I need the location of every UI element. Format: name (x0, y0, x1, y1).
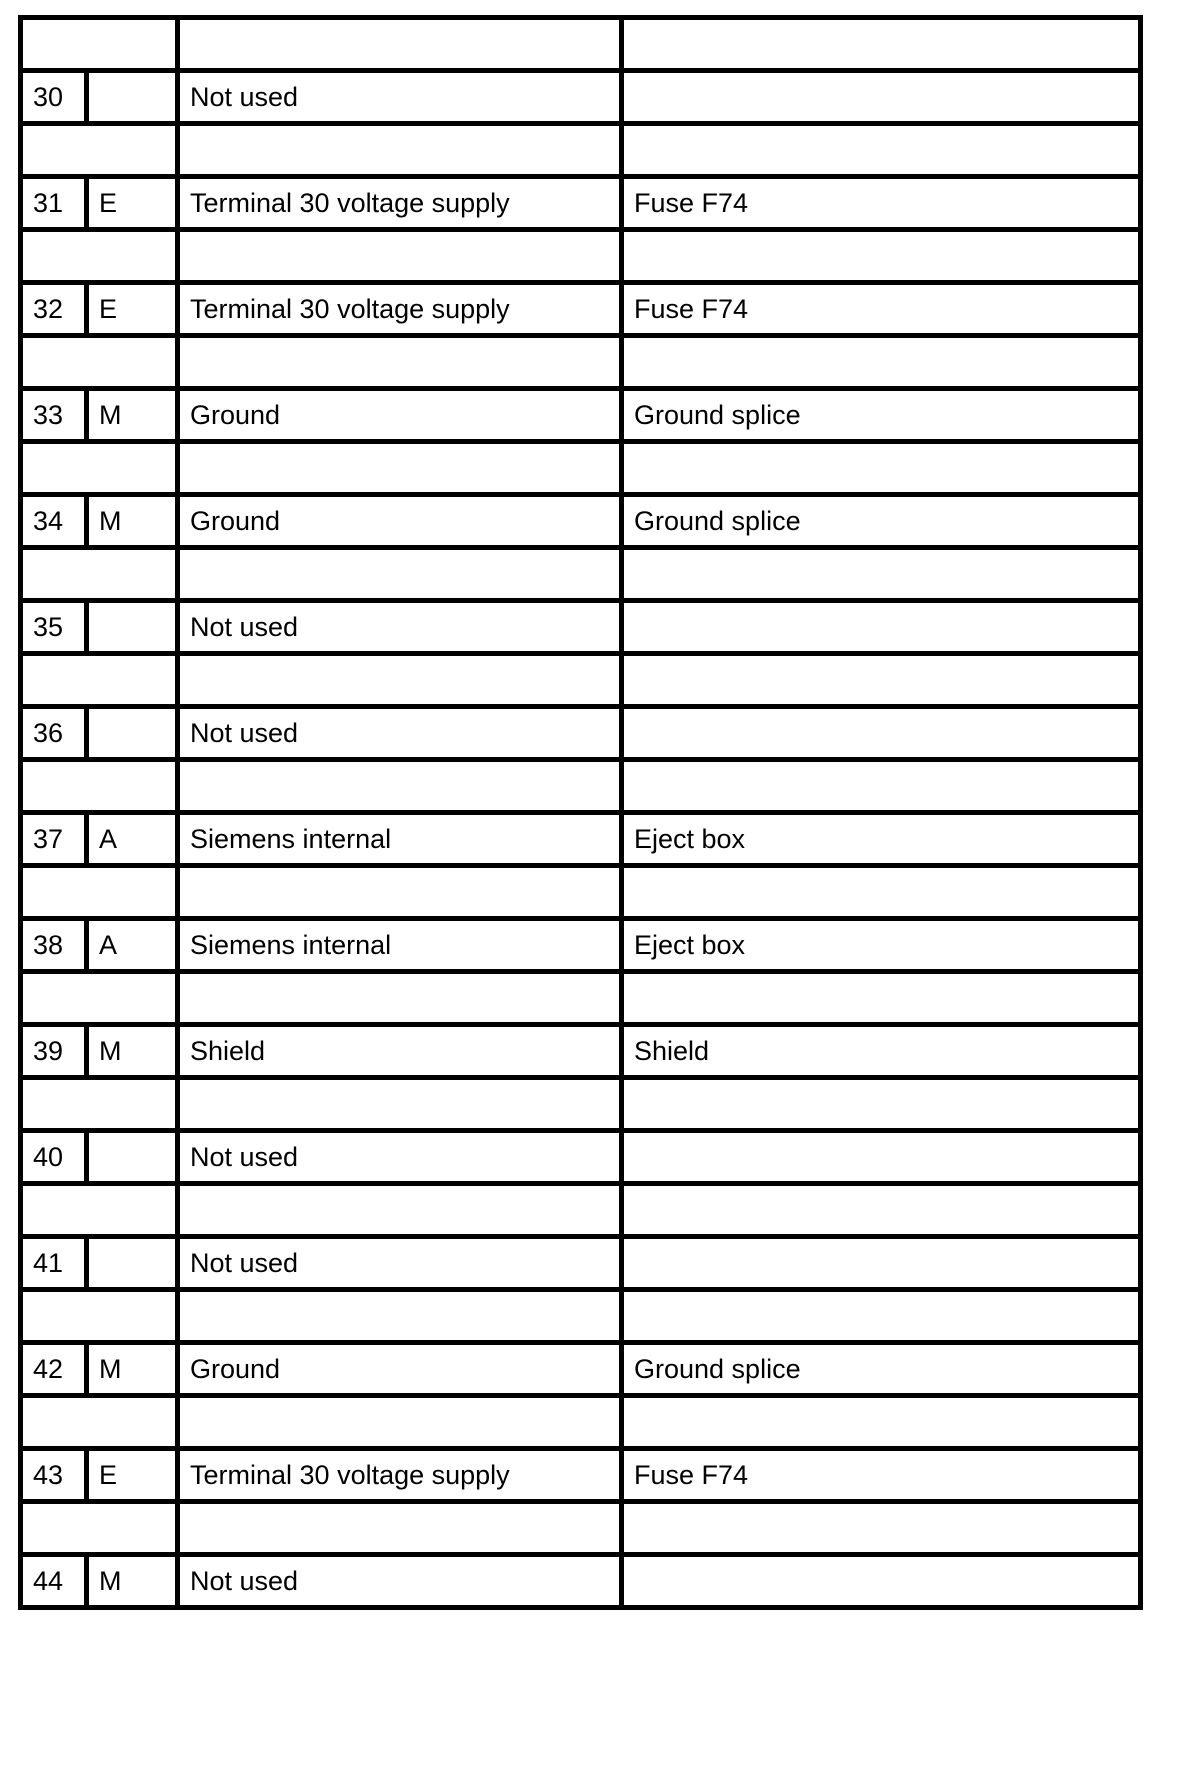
signal-type-cell (87, 707, 178, 760)
spacer-cell (178, 866, 622, 919)
spacer-cell (21, 866, 178, 919)
spacer-cell (178, 760, 622, 813)
spacer-cell (622, 18, 1141, 71)
pin-number-cell: 39 (21, 1025, 87, 1078)
pin-function-cell: Terminal 30 voltage supply (178, 177, 622, 230)
spacer-cell (21, 442, 178, 495)
pin-function-cell: Ground (178, 389, 622, 442)
spacer-cell (21, 230, 178, 283)
pin-function-cell: Not used (178, 1131, 622, 1184)
spacer-cell (21, 972, 178, 1025)
pin-row (21, 71, 1141, 124)
spacer-cell (21, 1502, 178, 1555)
spacer-cell (21, 336, 178, 389)
spacer-row (21, 336, 1141, 389)
spacer-row (21, 230, 1141, 283)
pin-function-cell: Not used (178, 71, 622, 124)
spacer-cell (178, 18, 622, 71)
pin-row (21, 283, 1141, 336)
pin-assignment-table (18, 15, 1143, 1610)
pin-function-cell: Terminal 30 voltage supply (178, 283, 622, 336)
spacer-cell (622, 1290, 1141, 1343)
signal-type-cell: M (87, 1025, 178, 1078)
spacer-cell (178, 972, 622, 1025)
pin-row (21, 1343, 1141, 1396)
spacer-cell (178, 442, 622, 495)
pin-connection-cell: Ground splice (622, 495, 1141, 548)
pin-number-cell: 32 (21, 283, 87, 336)
spacer-cell (178, 124, 622, 177)
pin-row (21, 813, 1141, 866)
spacer-row (21, 18, 1141, 71)
signal-type-cell: E (87, 283, 178, 336)
pin-connection-cell: Ground splice (622, 1343, 1141, 1396)
pin-function-cell: Ground (178, 495, 622, 548)
spacer-cell (21, 1396, 178, 1449)
spacer-cell (178, 1184, 622, 1237)
pin-function-cell: Siemens internal (178, 813, 622, 866)
spacer-cell (622, 336, 1141, 389)
pin-function-cell: Shield (178, 1025, 622, 1078)
spacer-row (21, 1502, 1141, 1555)
spacer-cell (21, 654, 178, 707)
pin-connection-cell: Shield (622, 1025, 1141, 1078)
spacer-cell (622, 1502, 1141, 1555)
signal-type-cell (87, 1237, 178, 1290)
spacer-row (21, 972, 1141, 1025)
spacer-cell (622, 866, 1141, 919)
pin-row (21, 177, 1141, 230)
signal-type-cell (87, 1131, 178, 1184)
signal-type-cell: M (87, 1555, 178, 1608)
pin-connection-cell: Eject box (622, 813, 1141, 866)
spacer-row (21, 124, 1141, 177)
pin-function-cell: Not used (178, 1237, 622, 1290)
spacer-row (21, 1184, 1141, 1237)
signal-type-cell: E (87, 177, 178, 230)
spacer-cell (622, 1396, 1141, 1449)
pin-connection-cell (622, 707, 1141, 760)
spacer-cell (21, 1290, 178, 1343)
pin-row (21, 1449, 1141, 1502)
signal-type-cell (87, 601, 178, 654)
spacer-row (21, 760, 1141, 813)
signal-type-cell: E (87, 1449, 178, 1502)
spacer-cell (178, 336, 622, 389)
pin-function-cell: Not used (178, 707, 622, 760)
pin-row (21, 919, 1141, 972)
pin-connection-cell: Fuse F74 (622, 1449, 1141, 1502)
spacer-cell (622, 124, 1141, 177)
spacer-cell (622, 442, 1141, 495)
spacer-cell (178, 230, 622, 283)
spacer-cell (622, 654, 1141, 707)
pin-function-cell: Ground (178, 1343, 622, 1396)
pin-number-cell: 36 (21, 707, 87, 760)
pin-connection-cell (622, 1237, 1141, 1290)
pin-row (21, 495, 1141, 548)
pin-function-cell: Terminal 30 voltage supply (178, 1449, 622, 1502)
pin-row (21, 707, 1141, 760)
pin-function-cell: Not used (178, 1555, 622, 1608)
pin-number-cell: 34 (21, 495, 87, 548)
spacer-row (21, 1290, 1141, 1343)
pin-number-cell: 38 (21, 919, 87, 972)
spacer-cell (21, 548, 178, 601)
pin-function-cell: Not used (178, 601, 622, 654)
spacer-row (21, 654, 1141, 707)
pin-connection-cell: Eject box (622, 919, 1141, 972)
spacer-row (21, 866, 1141, 919)
pin-number-cell: 37 (21, 813, 87, 866)
signal-type-cell: A (87, 813, 178, 866)
signal-type-cell: A (87, 919, 178, 972)
pin-function-cell: Siemens internal (178, 919, 622, 972)
pin-number-cell: 44 (21, 1555, 87, 1608)
pin-number-cell: 30 (21, 71, 87, 124)
spacer-cell (178, 1502, 622, 1555)
spacer-row (21, 1396, 1141, 1449)
spacer-cell (21, 124, 178, 177)
spacer-cell (622, 548, 1141, 601)
pin-number-cell: 40 (21, 1131, 87, 1184)
pin-connection-cell (622, 601, 1141, 654)
pin-connection-cell: Fuse F74 (622, 177, 1141, 230)
spacer-cell (21, 760, 178, 813)
pin-row (21, 601, 1141, 654)
pin-number-cell: 43 (21, 1449, 87, 1502)
pin-number-cell: 31 (21, 177, 87, 230)
pin-number-cell: 35 (21, 601, 87, 654)
pin-connection-cell: Fuse F74 (622, 283, 1141, 336)
spacer-row (21, 442, 1141, 495)
pin-number-cell: 42 (21, 1343, 87, 1396)
pin-row (21, 1555, 1141, 1608)
spacer-row (21, 1078, 1141, 1131)
pin-row (21, 389, 1141, 442)
pin-row (21, 1131, 1141, 1184)
signal-type-cell: M (87, 389, 178, 442)
spacer-cell (622, 1078, 1141, 1131)
pin-connection-cell (622, 1131, 1141, 1184)
spacer-cell (178, 1290, 622, 1343)
spacer-cell (178, 548, 622, 601)
spacer-cell (622, 972, 1141, 1025)
spacer-cell (21, 1078, 178, 1131)
spacer-cell (21, 1184, 178, 1237)
pin-connection-cell: Ground splice (622, 389, 1141, 442)
signal-type-cell (87, 71, 178, 124)
spacer-cell (622, 1184, 1141, 1237)
pin-connection-cell (622, 71, 1141, 124)
spacer-cell (178, 1078, 622, 1131)
spacer-cell (622, 760, 1141, 813)
spacer-cell (622, 230, 1141, 283)
spacer-cell (178, 1396, 622, 1449)
spacer-row (21, 548, 1141, 601)
pin-number-cell: 41 (21, 1237, 87, 1290)
signal-type-cell: M (87, 1343, 178, 1396)
pin-row (21, 1025, 1141, 1078)
signal-type-cell: M (87, 495, 178, 548)
spacer-cell (21, 18, 178, 71)
pin-number-cell: 33 (21, 389, 87, 442)
spacer-cell (178, 654, 622, 707)
pin-row (21, 1237, 1141, 1290)
pin-table-body (21, 18, 1141, 1608)
pin-connection-cell (622, 1555, 1141, 1608)
